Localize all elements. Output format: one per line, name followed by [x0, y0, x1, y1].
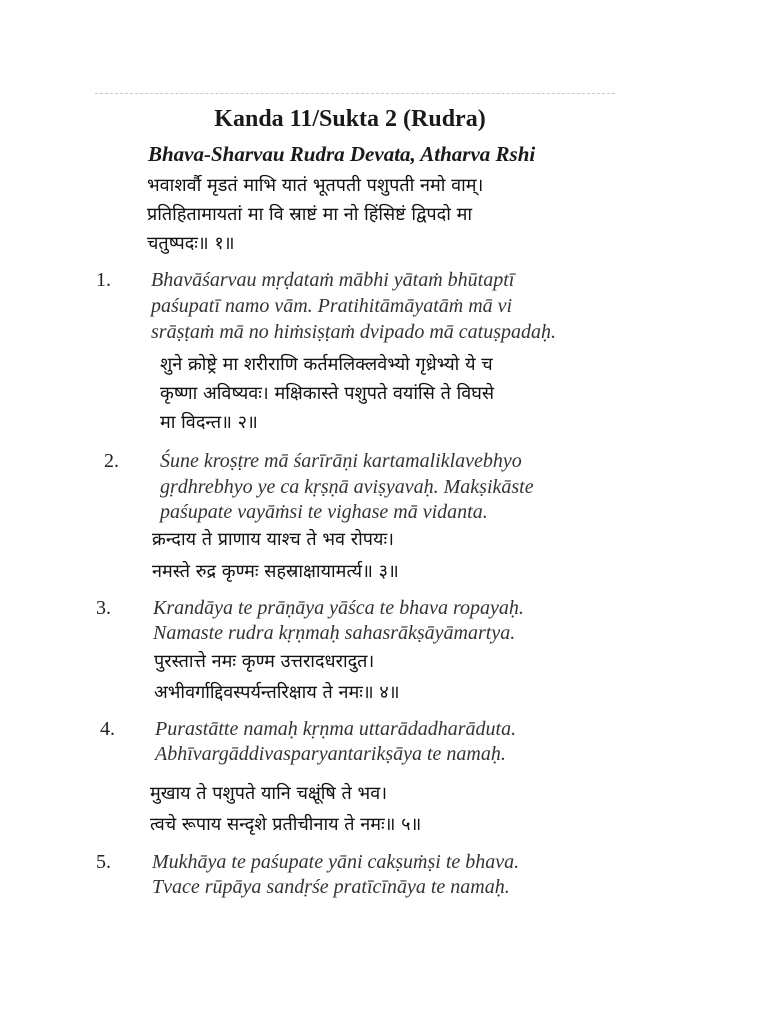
- verse-2-sanskrit-line-2: कृष्णा अविष्यवः। मक्षिकास्ते पशुपते वयांसि ते विघसे: [160, 383, 495, 404]
- verse-1-translit-line-3: srāṣṭaṁ mā no hiṁsiṣṭaṁ dvipado mā catuṣpadaḥ.: [151, 321, 557, 343]
- verse-1-number: 1.: [96, 269, 111, 291]
- verse-4-sanskrit-line-1: पुरस्तात्ते नमः कृण्म उत्तरादधरादुत।: [154, 651, 375, 672]
- page-title: Kanda 11/Sukta 2 (Rudra): [214, 106, 486, 132]
- verse-1-translit-line-1: Bhavāśarvau mṛḍataṁ mābhi yātaṁ bhūtaptī: [151, 269, 515, 291]
- verse-3-number: 3.: [96, 597, 111, 619]
- verse-5-translit-line-1: Mukhāya te paśupate yāni cakṣuṁṣi te bhava.: [152, 851, 520, 873]
- verse-2-translit-line-3: paśupate vayāṁsi te vighase mā vidanta.: [160, 501, 488, 523]
- verse-3-sanskrit-line-2: नमस्ते रुद्र कृण्मः सहस्राक्षायामर्त्य॥ ३॥: [152, 561, 399, 582]
- verse-1-sanskrit-line-2: प्रतिहितामायतां मा वि स्राष्टं मा नो हिंसिष्टं द्विपदो मा: [147, 204, 473, 225]
- verse-3-translit-line-1: Krandāya te prāṇāya yāśca te bhava ropayaḥ.: [153, 597, 524, 619]
- dotted-divider: [95, 93, 615, 94]
- verse-1-translit-line-2: paśupatī namo vām. Pratihitāmāyatāṁ mā vi: [151, 295, 513, 317]
- verse-5-sanskrit-line-2: त्वचे रूपाय सन्दृशे प्रतीचीनाय ते नमः॥ ५॥: [150, 814, 422, 835]
- verse-5-sanskrit-line-1: मुखाय ते पशुपते यानि चक्षूंषि ते भव।: [150, 783, 388, 804]
- verse-3-sanskrit-line-1: क्रन्दाय ते प्राणाय याश्च ते भव रोपयः।: [152, 529, 394, 550]
- verse-2-translit-line-2: gṛdhrebhyo ye ca kṛṣṇā aviṣyavaḥ. Makṣikāste: [160, 476, 534, 498]
- verse-5-translit-line-2: Tvace rūpāya sandṛśe pratīcīnāya te namaḥ.: [152, 876, 510, 898]
- verse-4-translit-line-1: Purastātte namaḥ kṛṇma uttarādadharāduta.: [155, 718, 517, 740]
- page-subtitle: Bhava-Sharvau Rudra Devata, Atharva Rshi: [148, 142, 536, 166]
- verse-4-sanskrit-line-2: अभीवर्गाद्दिवस्पर्यन्तरिक्षाय ते नमः॥ ४॥: [154, 682, 400, 703]
- verse-5-number: 5.: [96, 851, 111, 873]
- verse-3-translit-line-2: Namaste rudra kṛṇmaḥ sahasrākṣāyāmartya.: [153, 622, 516, 644]
- verse-2-sanskrit-line-1: शुने क्रोष्ट्रे मा शरीराणि कर्तमलिक्लवेभ्यो गृध्रेभ्यो ये च: [160, 354, 493, 375]
- verse-1-sanskrit-line-3: चतुष्पदः॥ १॥: [147, 233, 235, 254]
- verse-2-number: 2.: [104, 450, 119, 472]
- verse-2-sanskrit-line-3: मा विदन्त॥ २॥: [160, 412, 258, 433]
- verse-1-sanskrit-line-1: भवाशर्वौ मृडतं माभि यातं भूतपती पशुपती नमो वाम्।: [147, 175, 484, 196]
- verse-4-translit-line-2: Abhīvargāddivasparyantarikṣāya te namaḥ.: [155, 743, 506, 765]
- verse-4-number: 4.: [100, 718, 115, 740]
- verse-2-translit-line-1: Śune kroṣṭre mā śarīrāṇi kartamaliklavebhyo: [160, 450, 522, 472]
